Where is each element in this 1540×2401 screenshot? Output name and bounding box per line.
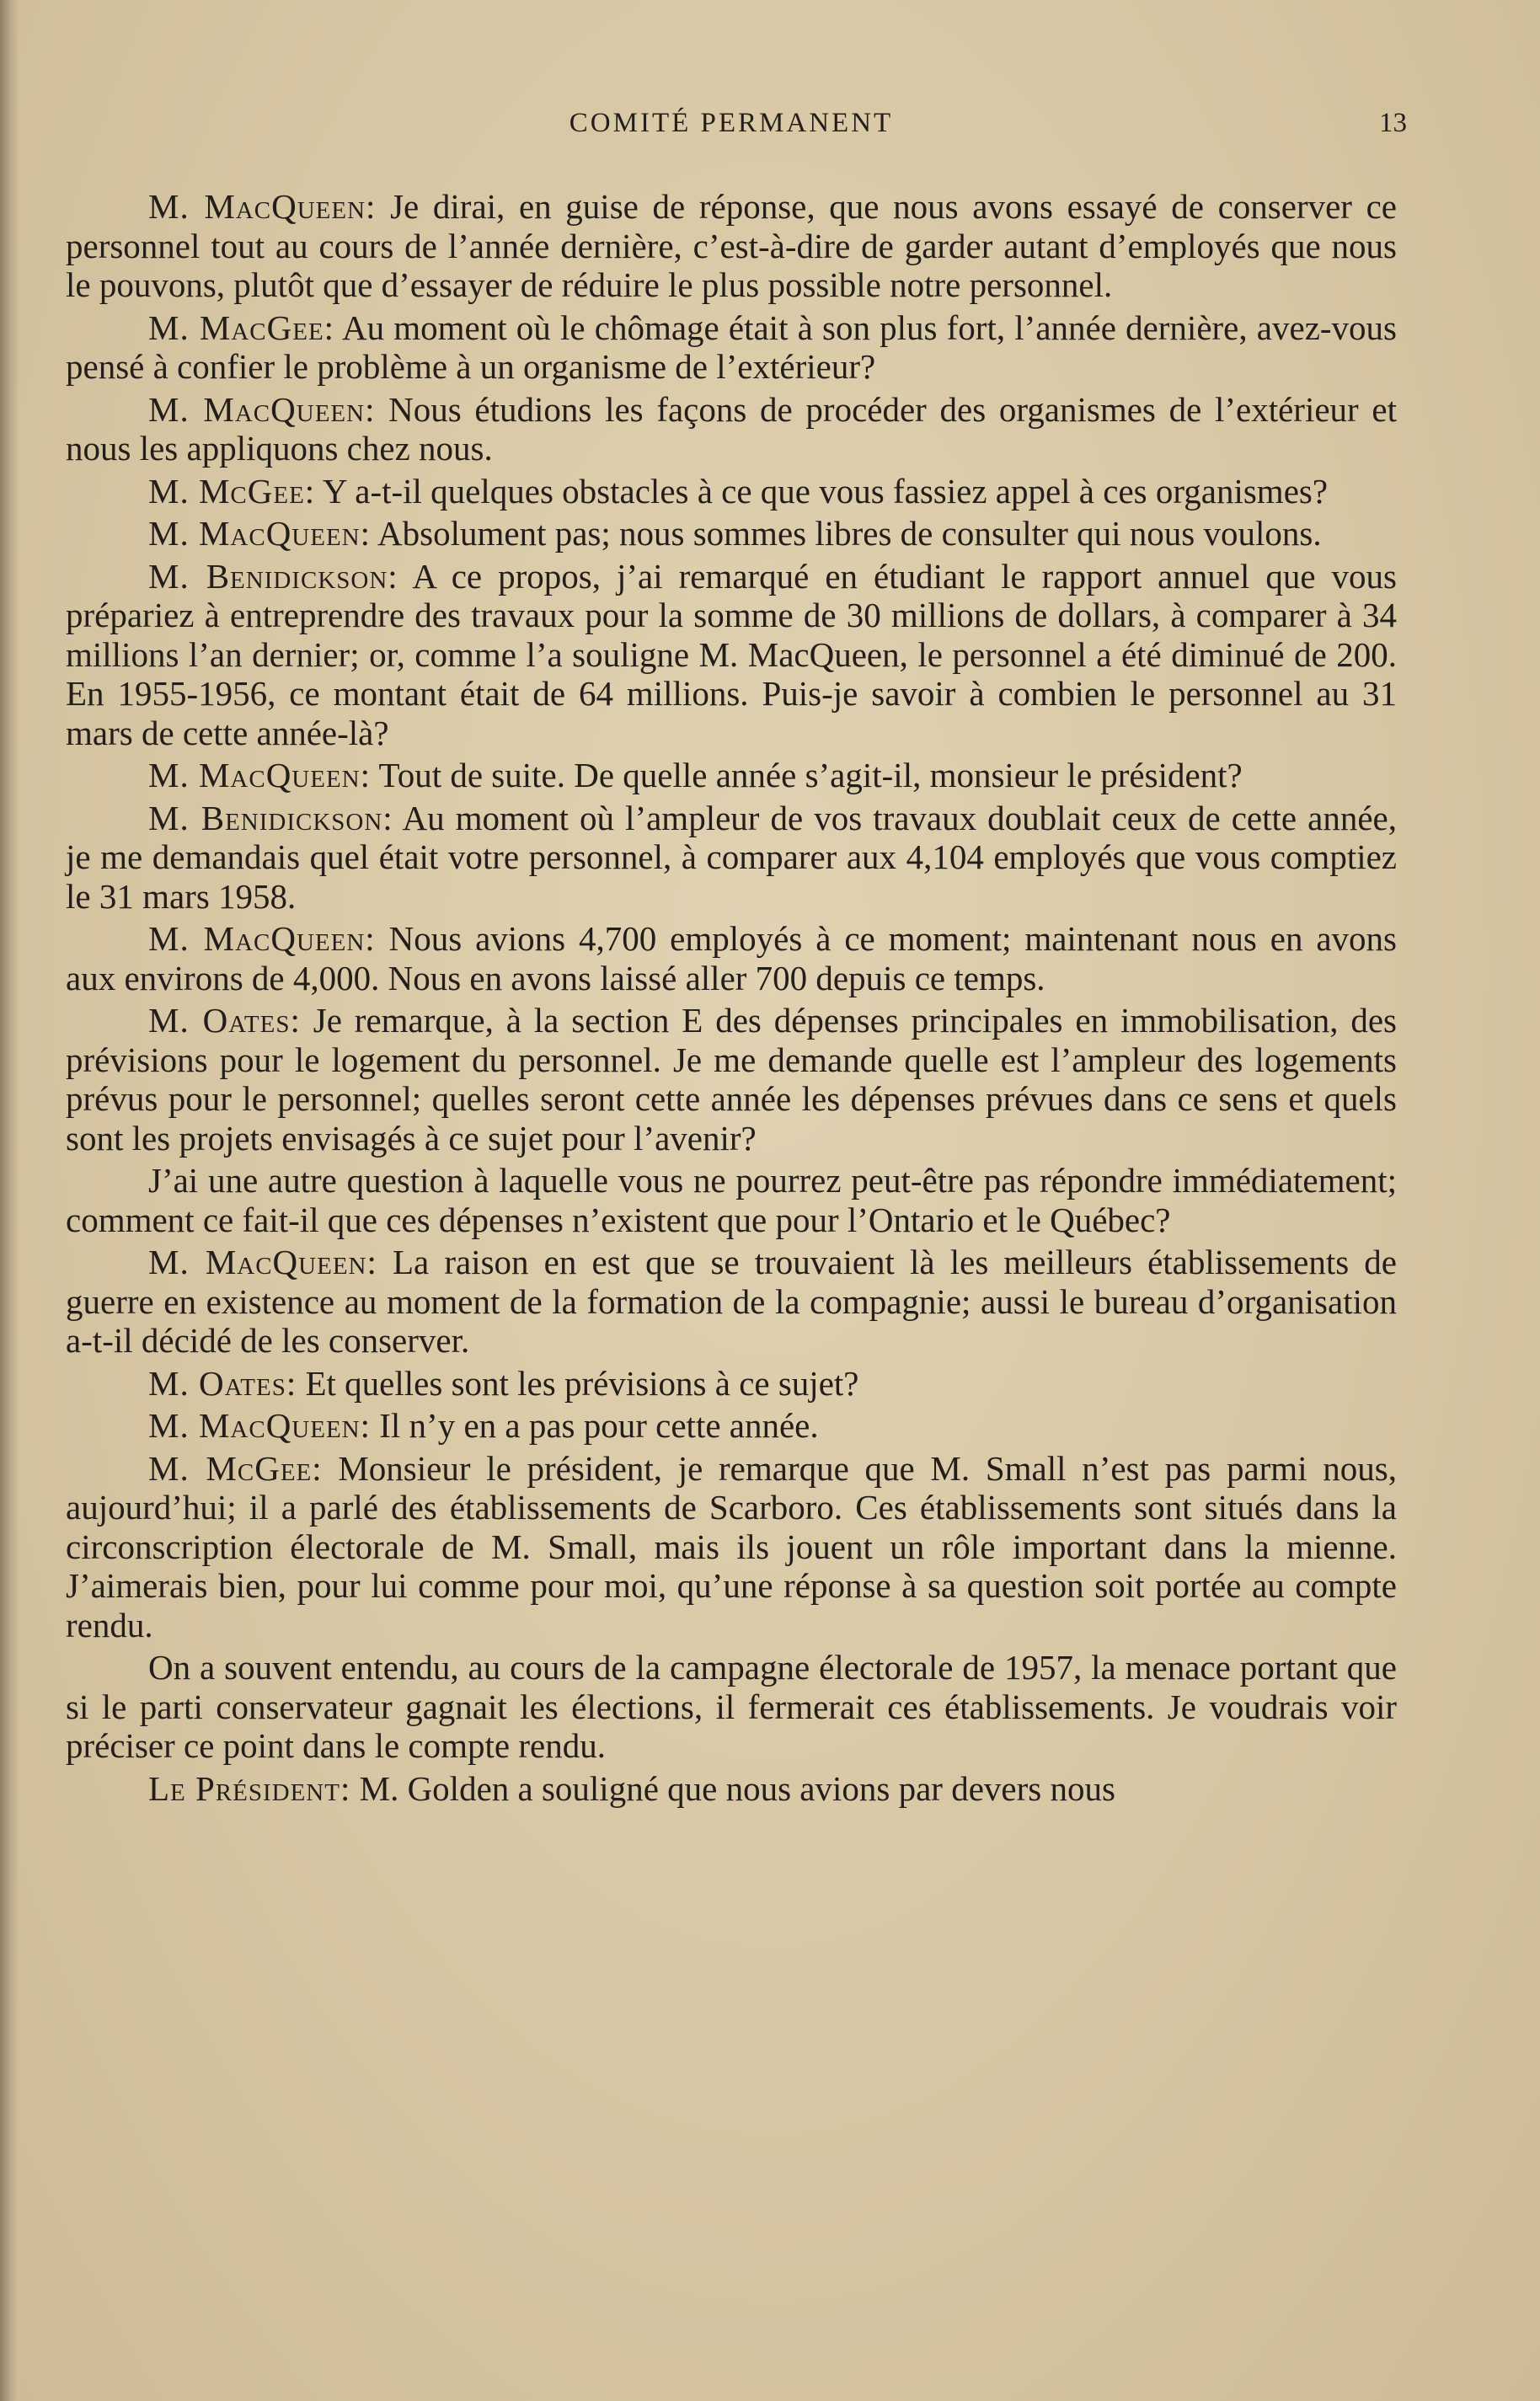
paragraph-text: Au moment où le chômage était à son plus fort, l’année dernière, avez-vous pensé à confier le problème à un organisme de l’extérieur?	[66, 307, 1397, 386]
speaker-name: M. Oates:	[148, 1001, 301, 1040]
document-page	[66, 108, 1407, 1811]
paragraph	[66, 1406, 1397, 1446]
paragraph	[66, 1161, 1397, 1239]
speaker-name: M. MacQueen:	[148, 919, 376, 958]
speaker-name: Le Président:	[148, 1768, 351, 1808]
paragraph-text: Nous avions 4,700 employés à ce moment; maintenant nous en avons aux environs de 4,000. Nous en avons laissé aller 700 depuis ce temps.	[66, 919, 1398, 997]
speaker-name: M. Benidickson:	[148, 798, 393, 837]
paragraph-text: Absolument pas; nous sommes libres de consulter qui nous voulons.	[377, 514, 1322, 553]
paragraph-text: Au moment où l’ampleur de vos travaux doublait ceux de cette année, je me demandais quel était votre personnel, à comparer aux 4,104 employés que vous comptiez le 31 mars 1958.	[66, 798, 1397, 916]
paragraph	[66, 1648, 1397, 1766]
speaker-name: M. Oates:	[148, 1363, 297, 1403]
paragraph	[66, 756, 1397, 795]
paragraph	[66, 472, 1397, 511]
speaker-name: M. MacQueen:	[148, 1243, 377, 1281]
speaker-name: M. Benidickson:	[148, 556, 398, 596]
page-number: 13	[1379, 108, 1407, 138]
transcript-body	[66, 187, 1397, 1808]
paragraph-text: Et quelles sont les prévisions à ce sujet?	[305, 1363, 859, 1403]
paragraph	[66, 308, 1397, 387]
speaker-name: M. MacGee:	[148, 307, 335, 347]
speaker-name: M. MacQueen:	[148, 1406, 372, 1445]
paragraph-text: Nous étudions les façons de procéder des organismes de l’extérieur et nous les appliquons chez nous.	[66, 389, 1397, 468]
paragraph-text: M. Golden a souligné que nous avions par devers nous	[359, 1768, 1115, 1808]
paragraph	[66, 919, 1397, 997]
paragraph-text: Il n’y en a pas pour cette année.	[379, 1406, 819, 1445]
paragraph	[66, 1364, 1397, 1404]
paragraph	[66, 799, 1397, 917]
paragraph	[66, 557, 1397, 753]
speaker-name: M. McGee:	[148, 471, 316, 511]
paragraph-text: Je remarque, à la section E des dépenses principales en immobilisation, des prévisions pour le logement du personnel. Je me demande quelle est l’ampleur des logements prévus pour le personnel; quelles seront cette année les dépenses prévues dans ce sens et quels sont les projets envisagés à ce sujet pour l’avenir?	[66, 1001, 1398, 1158]
paragraph-text: Y a-t-il quelques obstacles à ce que vous fassiez appel à ces organismes?	[322, 471, 1329, 511]
page-binding-edge	[0, 0, 19, 2401]
paragraph-text: La raison en est que se trouvaient là les meilleurs établissements de guerre en existence au moment de la formation de la compagnie; aussi le bureau d’organisation a-t-il décidé de les conserver.	[66, 1243, 1397, 1360]
paragraph-text: A ce propos, j’ai remarqué en étudiant le rapport annuel que vous prépariez à entreprendre des travaux pour la somme de 30 millions de dollars, à comparer à 34 millions l’an dernier; or, comme l’a souligne M. MacQueen, le personnel a été diminué de 200. En 1955-1956, ce montant était de 64 millions. Puis-je savoir à combien le personnel au 31 mars de cette année-là?	[66, 556, 1397, 752]
paragraph-text: Monsieur le président, je remarque que M. Small n’est pas parmi nous, aujourd’hui; il a parlé des établissements de Scarboro. Ces établissements sont situés dans la circonscription électorale de M. Small, mais ils jouent un rôle important dans la mienne. J’aimerais bien, pour lui comme pour moi, qu’une réponse à sa question soit portée au compte rendu.	[66, 1448, 1397, 1644]
speaker-name: M. MacQueen:	[148, 514, 372, 553]
paragraph	[66, 1243, 1397, 1361]
paragraph	[66, 187, 1397, 305]
speaker-name: M. MacQueen:	[148, 389, 376, 429]
paragraph	[66, 1449, 1397, 1645]
paragraph-text: Je dirai, en guise de réponse, que nous avons essayé de conserver ce personnel tout au cours de l’année dernière, c’est-à-dire de garder autant d’employés que nous le pouvons, plutôt que d’essayer de réduire le plus possible notre personnel.	[66, 187, 1397, 304]
paragraph	[66, 1001, 1397, 1158]
running-head	[66, 108, 1407, 158]
paragraph	[66, 1769, 1397, 1809]
paragraph-text: Tout de suite. De quelle année s’agit-il, monsieur le président?	[378, 756, 1243, 794]
speaker-name: M. MacQueen:	[148, 187, 377, 226]
running-title: COMITÉ PERMANENT	[569, 108, 894, 138]
paragraph	[66, 514, 1397, 553]
paragraph	[66, 390, 1397, 468]
speaker-name: M. McGee:	[148, 1448, 323, 1488]
paragraph-text: J’ai une autre question à laquelle vous ne pourrez peut-être pas répondre immédiatement; comment ce fait-il que ces dépenses n’existent que pour l’Ontario et le Québec?	[66, 1161, 1397, 1239]
paragraph-text: On a souvent entendu, au cours de la campagne électorale de 1957, la menace portant que si le parti conservateur gagnait les élections, il fermerait ces établissements. Je voudrais voir préciser ce point dans le compte rendu.	[66, 1648, 1397, 1765]
speaker-name: M. MacQueen:	[148, 756, 372, 794]
